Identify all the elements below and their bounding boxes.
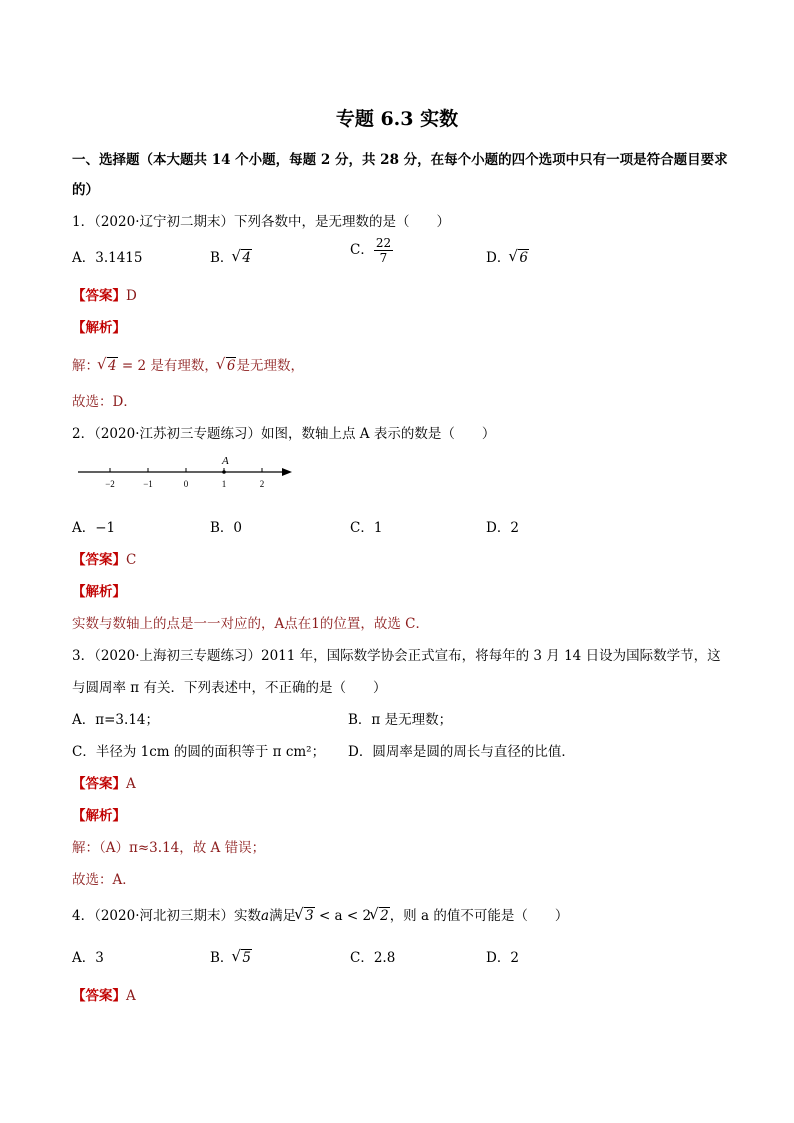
q3-choose: 故选：A． xyxy=(72,872,136,888)
q2-analysis-label: 【解析】 xyxy=(72,584,126,600)
q2-option-c: C．1 xyxy=(350,520,383,536)
point-a-marker xyxy=(222,470,226,474)
q1-option-d: D． √ 6 xyxy=(486,247,528,266)
axis-tick-label: −1 xyxy=(143,479,153,489)
q3-option-b: B．π 是无理数； xyxy=(348,712,453,728)
number-line-figure xyxy=(74,452,294,494)
q4-option-b: B． √ 5 xyxy=(210,947,252,966)
q4-option-c: C．2.8 xyxy=(350,950,396,966)
q3-analysis-label: 【解析】 xyxy=(72,808,126,824)
q3-answer: 【答案】A xyxy=(72,776,136,792)
q1-solution: 解： √ 4 = 2 是有理数， √ 6是无理数， xyxy=(72,355,304,374)
q4-option-d: D．2 xyxy=(486,950,519,966)
axis-arrow-icon xyxy=(282,468,292,476)
q1-answer: 【答案】D xyxy=(72,288,137,304)
q4-stem: 4．（2020·河北初三期末）实数a满足 √ 3 < a < 2 √ 2，则 a 的值不可能是（ ） xyxy=(72,905,569,924)
axis-tick-label: 2 xyxy=(259,479,265,489)
q2-option-b: B．0 xyxy=(210,520,243,536)
page-title: 专题 6.3 实数 xyxy=(335,108,459,130)
q1-stem: 1．（2020·辽宁初二期末）下列各数中，是无理数的是（ ） xyxy=(72,214,450,230)
q2-answer: 【答案】C xyxy=(72,552,137,568)
q1-option-a: A．3.1415 xyxy=(72,250,143,266)
q3-solution: 解：（A）π≈3.14，故 A 错误； xyxy=(72,840,266,856)
q1-choose: 故选：D． xyxy=(72,394,137,410)
q2-stem: 2．（2020·江苏初三专题练习）如图，数轴上点 A 表示的数是（ ） xyxy=(72,426,496,442)
section-heading: 一、选择题（本大题共 14 个小题，每题 2 分，共 28 分，在每个小题的四个选项中只有一项是符合题目要求的） xyxy=(72,152,728,198)
q2-option-a: A．−1 xyxy=(72,520,116,536)
axis-tick-label: 1 xyxy=(221,479,227,489)
q4-answer: 【答案】A xyxy=(72,988,136,1004)
point-a-label: A xyxy=(222,455,229,467)
axis-tick-label: −2 xyxy=(105,479,115,489)
q2-solution: 实数与数轴上的点是一一对应的，A点在1的位置，故选 C． xyxy=(72,616,429,632)
q2-option-d: D．2 xyxy=(486,520,519,536)
axis-tick-label: 0 xyxy=(183,479,189,489)
q3-stem-line1: 3．（2020·上海初三专题练习）2011 年，国际数学协会正式宣布，将每年的 3 月 14 日设为国际数学节，这 xyxy=(72,648,721,664)
q1-option-b: B． √ 4 xyxy=(210,247,252,266)
q3-option-c: C．半径为 1cm 的圆的面积等于 π cm²； xyxy=(72,744,326,760)
q3-option-d: D．圆周率是圆的周长与直径的比值． xyxy=(348,744,575,760)
q4-option-a: A．3 xyxy=(72,950,104,966)
q3-option-a: A．π=3.14； xyxy=(72,712,159,728)
q1-analysis-label: 【解析】 xyxy=(72,320,126,336)
q1-option-c: C． $\frac{22}{7}$ xyxy=(350,236,392,265)
q3-stem-line2: 与圆周率 π 有关．下列表述中，不正确的是（ ） xyxy=(72,680,387,696)
